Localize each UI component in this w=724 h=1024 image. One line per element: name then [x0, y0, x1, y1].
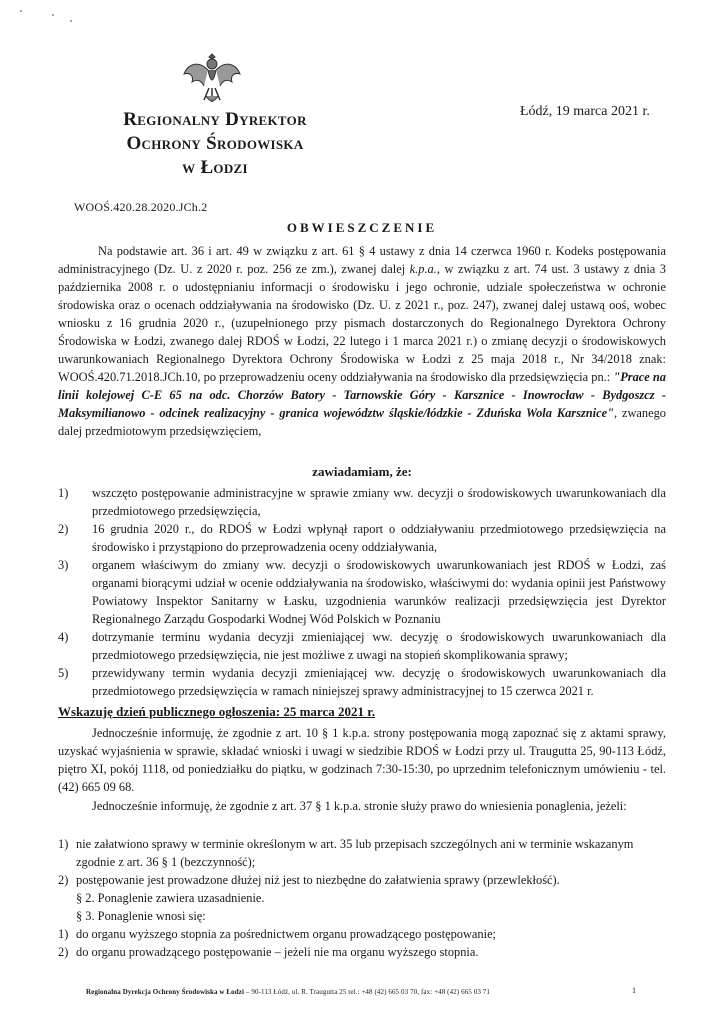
list-item-text: postępowanie jest prowadzone dłużej niż jest to niezbędne do załatwienia sprawy (przewlekłość).	[76, 873, 560, 887]
announce-heading: zawiadamiam, że:	[312, 464, 412, 479]
list-item	[58, 628, 666, 664]
intro-part-3: , zwanego dalej przedmiotowym przedsięwzięciem,	[58, 406, 666, 438]
list-item	[58, 925, 666, 943]
list-item-text: § 2. Ponaglenie zawiera uzasadnienie.	[76, 891, 265, 905]
list-item	[58, 889, 666, 907]
list-item	[58, 943, 666, 961]
list-item-number: 5)	[58, 666, 69, 680]
list-item-number: 2)	[58, 945, 69, 959]
list-item-number: 2)	[58, 873, 69, 887]
document-date: Łódź, 19 marca 2021 r.	[520, 104, 650, 119]
header-line-2: Ochrony Środowiska	[126, 133, 304, 154]
list-item-text: wszczęto postępowanie administracyjne w sprawie zmiany ww. decyzji o środowiskowych uwarunkowaniach dla przedmiotowego przedsięwzięcia,	[92, 486, 666, 518]
list-item-text: nie załatwiono sprawy w terminie określonym w art. 35 lub przepisach szczególnych ani w terminie wskazanym zgodnie z art. 36 § 1 (bezczynność);	[76, 837, 634, 869]
header-line-1: Regionalny Dyrektor	[123, 109, 307, 130]
polish-eagle-emblem-icon	[180, 50, 244, 108]
list-item	[58, 871, 666, 889]
list-item	[58, 664, 666, 700]
list-item-text: 16 grudnia 2020 r., do RDOŚ w Łodzi wpłynął raport o oddziaływaniu przedmiotowego przedsięwzięcia na środowisko i przystąpiono do przeprowadzenia oceny oddziaływania,	[92, 522, 666, 554]
document-title: OBWIESZCZENIE	[286, 220, 438, 235]
list-item-text: § 3. Ponaglenie wnosi się:	[76, 909, 206, 923]
list-item	[58, 835, 666, 871]
page-footer	[86, 988, 490, 996]
list-item-number	[58, 889, 76, 907]
authority-header	[70, 108, 360, 180]
reminder-conditions-list	[58, 835, 666, 961]
footer-org: Regionalna Dyrekcja Ochrony Środowiska w Łodzi	[86, 988, 245, 996]
footer-address: – 90-113 Łódź, ul. R. Traugutta 25 tel.: +48 (42) 665 03 70, fax: +48 (42) 665 03 71	[244, 988, 490, 996]
intro-paragraph	[58, 242, 666, 440]
list-item-number: 2)	[58, 522, 69, 536]
page-number: 1	[632, 986, 636, 995]
list-item-text: przewidywany termin wydania decyzji zmieniającej ww. decyzję o środowiskowych uwarunkowaniach dla przedmiotowego przedsięwzięcia w ramach niniejszej sprawy administracyjnej to 15 czerwca 2021 r.	[92, 666, 666, 698]
list-item-number	[58, 907, 76, 925]
list-item-text: do organu wyższego stopnia za pośrednictwem organu prowadzącego postępowanie;	[76, 927, 497, 941]
list-item-number: 4)	[58, 630, 69, 644]
header-line-3: w Łodzi	[182, 157, 248, 178]
list-item	[58, 907, 666, 925]
list-item-text: organem właściwym do zmiany ww. decyzji o środowiskowych uwarunkowaniach jest RDOŚ w Łodzi, zaś organami biorącymi udział w ocenie oddziaływania na środowisko, właściwymi do: wydania opinii jest Państwowy Powiatowy Inspektor Sanitarny w Łasku, uzgodnienia warunków realizacji przedsięwzięcia jest Dyrektor Regionalnego Zarządu Gospodarki Wodnej Wód Polskich w Poznaniu	[92, 558, 666, 626]
list-item-text: dotrzymanie terminu wydania decyzji zmieniającej ww. decyzję o środowiskowych uwarunkowaniach dla przedmiotowego przedsięwzięcia, nie jest możliwe z uwagi na stopień skomplikowania sprawy;	[92, 630, 666, 662]
project-name: "Prace na linii kolejowej C-E 65 na odc. Chorzów Batory - Tarnowskie Góry - Karsznice - Inowrocław - Bydgoszcz - Maksymilianowo - odcinek realizacyjny - granica województw śląskie/łódzkie - Zduńska Wola Karsznice"	[58, 370, 666, 420]
intro-part-2: , w związku z art. 74 ust. 3 ustawy z dnia 3 października 2008 r. o udostępnianiu informacji o środowisku i jego ochronie, udziale społeczeństwa w ochronie środowiska oraz o ocenach oddziaływania na środowisko (Dz. U. z 2021 r., poz. 247), zwanej dalej ustawą ooś, wobec wniosku z 16 grudnia 2020 r., (uzupełnionego przy pismach dostarczonych do Regionalnego Dyrektora Ochrony Środowiska w Łodzi, zwanego dalej RDOŚ w Łodzi, 22 lutego i 1 marca 2021 r.) o zmianę decyzji o środowiskowych uwarunkowaniach Regionalnego Dyrektora Ochrony Środowiska w Łodzi z 25 maja 2018 r., Nr 34/2018 znak: WOOŚ.420.71.2018.JCh.10, po przeprowadzeniu oceny oddziaływania na środowisko dla przedsięwzięcia pn.:	[58, 262, 666, 384]
publication-day: Wskazuję dzień publicznego ogłoszenia: 25 marca 2021 r.	[58, 704, 376, 719]
list-item-number: 3)	[58, 558, 69, 572]
list-item-number: 1)	[58, 486, 69, 500]
intro-part-1: Na podstawie art. 36 i art. 49 w związku z art. 61 § 4 ustawy z dnia 14 czerwca 1960 r. Kodeks postępowania administracyjnego (Dz. U. z 2020 r. poz. 256 ze zm.), zwanej dalej	[58, 244, 666, 276]
list-item-number: 1)	[58, 837, 69, 851]
reminder-paragraph: Jednocześnie informuję, że zgodnie z art. 37 § 1 k.p.a. stronie służy prawo do wniesienia ponaglenia, jeżeli:	[92, 799, 627, 813]
list-item	[58, 556, 666, 628]
list-item	[58, 520, 666, 556]
announcement-list	[58, 484, 666, 700]
list-item	[58, 484, 666, 520]
access-info-paragraph: Jednocześnie informuję, że zgodnie z art. 10 § 1 k.p.a. strony postępowania mogą zapoznać się z aktami sprawy, uzyskać wyjaśnienia w sprawie, składać wnioski i uwagi w siedzibie RDOŚ w Łodzi przy ul. Traugutta 25, 90-113 Łódź, piętro XI, pokój 1118, od poniedziałku do piątku, w godzinach 7:30-15:30, po uprzednim telefonicznym umówieniu - tel. (42) 665 09 68.	[58, 726, 666, 794]
intro-kpa: k.p.a.	[409, 262, 437, 276]
list-item-number: 1)	[58, 927, 69, 941]
case-reference: WOOŚ.420.28.2020.JCh.2	[74, 200, 208, 214]
list-item-text: do organu prowadzącego postępowanie – jeżeli nie ma organu wyższego stopnia.	[76, 945, 479, 959]
